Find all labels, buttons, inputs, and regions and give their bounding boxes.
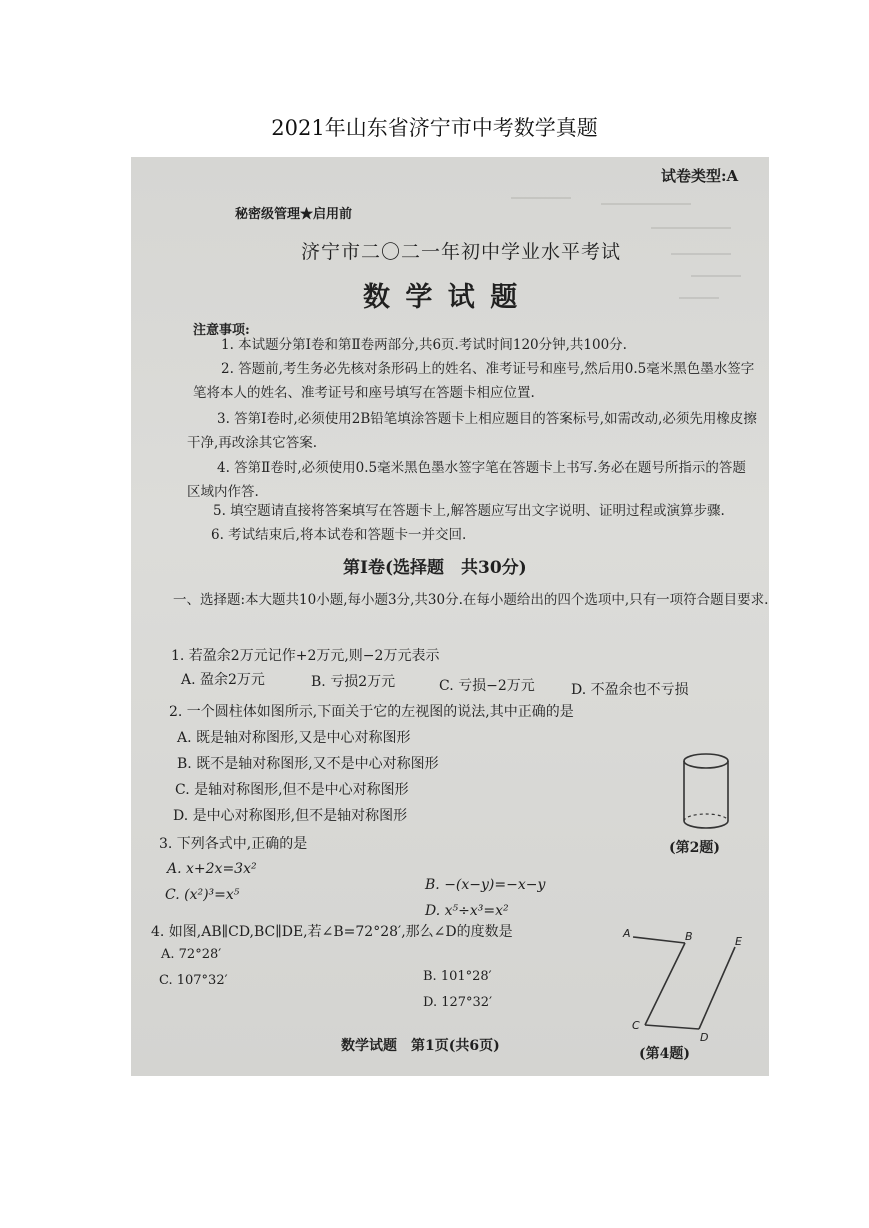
q3-option-a: A. x+2x=3x²	[167, 861, 257, 877]
paper-type-label: 试卷类型:A	[661, 167, 739, 185]
q2-stem: 2. 一个圆柱体如图所示,下面关于它的左视图的说法,其中正确的是	[169, 704, 574, 720]
exam-paper-photo	[131, 157, 769, 1076]
point-label-b: B	[685, 930, 693, 943]
q1-option-d: D. 不盈余也不亏损	[571, 682, 689, 698]
notice-heading: 注意事项:	[193, 323, 250, 338]
q4-option-d: D. 127°32′	[423, 995, 493, 1010]
notice-6: 6. 考试结束后,将本试卷和答题卡一并交回.	[211, 527, 467, 543]
q4-option-c: C. 107°32′	[159, 973, 228, 988]
q4-option-b: B. 101°28′	[423, 969, 492, 984]
q4-figure-caption: (第4题)	[639, 1046, 690, 1062]
q3-stem: 3. 下列各式中,正确的是	[159, 836, 308, 852]
section-intro: 一、选择题:本大题共10小题,每小题3分,共30分.在每小题给出的四个选项中,只有一项符合题目要求.	[173, 592, 769, 608]
point-label-c: C	[632, 1019, 640, 1032]
point-label-d: D	[700, 1031, 709, 1044]
q1-option-b: B. 亏损2万元	[311, 674, 396, 690]
page-footer: 数学试题 第1页(共6页)	[341, 1038, 500, 1054]
parallel-lines-figure	[617, 925, 747, 1045]
q1-stem: 1. 若盈余2万元记作+2万元,则−2万元表示	[171, 648, 440, 664]
cylinder-figure	[671, 749, 741, 839]
q3-option-c: C. (x²)³=x⁵	[165, 887, 240, 903]
document-title: 2021年山东省济宁市中考数学真题	[271, 116, 598, 140]
q4-stem: 4. 如图,AB∥CD,BC∥DE,若∠B=72°28′,那么∠D的度数是	[151, 924, 513, 940]
notice-5: 5. 填空题请直接将答案填写在答题卡上,解答题应写出文字说明、证明过程或演算步骤.	[213, 503, 725, 519]
notice-4: 4. 答第Ⅱ卷时,必须使用0.5毫米黑色墨水签字笔在答题卡上书写.务必在题号所指示的答题区域内作答.	[187, 460, 746, 500]
q2-option-d: D. 是中心对称图形,但不是轴对称图形	[173, 808, 408, 824]
point-label-a: A	[623, 927, 631, 940]
notice-1: 1. 本试题分第Ⅰ卷和第Ⅱ卷两部分,共6页.考试时间120分钟,共100分.	[221, 337, 627, 353]
q2-option-c: C. 是轴对称图形,但不是中心对称图形	[175, 782, 409, 798]
q4-option-a: A. 72°28′	[161, 947, 222, 962]
q2-option-a: A. 既是轴对称图形,又是中心对称图形	[177, 730, 411, 746]
secrecy-label: 秘密级管理★启用前	[235, 207, 353, 222]
q1-option-c: C. 亏损−2万元	[439, 678, 535, 694]
notice-3: 3. 答第Ⅰ卷时,必须使用2B铅笔填涂答题卡上相应题目的答案标号,如需改动,必须先用橡皮擦干净,再改涂其它答案.	[187, 411, 757, 451]
subject-title: 数 学 试 题	[363, 282, 521, 313]
exam-name: 济宁市二〇二一年初中学业水平考试	[301, 241, 622, 263]
q2-figure-caption: (第2题)	[669, 840, 720, 856]
q3-option-d: D. x⁵÷x³=x²	[425, 903, 509, 919]
q2-option-b: B. 既不是轴对称图形,又不是中心对称图形	[177, 756, 439, 772]
q1-option-a: A. 盈余2万元	[181, 672, 265, 688]
notice-2: 2. 答题前,考生务必先核对条形码上的姓名、准考证号和座号,然后用0.5毫米黑色墨水签字笔将本人的姓名、准考证号和座号填写在答题卡相应位置.	[193, 361, 755, 401]
q3-option-b: B. −(x−y)=−x−y	[425, 877, 546, 893]
point-label-e: E	[735, 935, 742, 948]
section-title: 第Ⅰ卷(选择题 共30分)	[343, 558, 527, 578]
